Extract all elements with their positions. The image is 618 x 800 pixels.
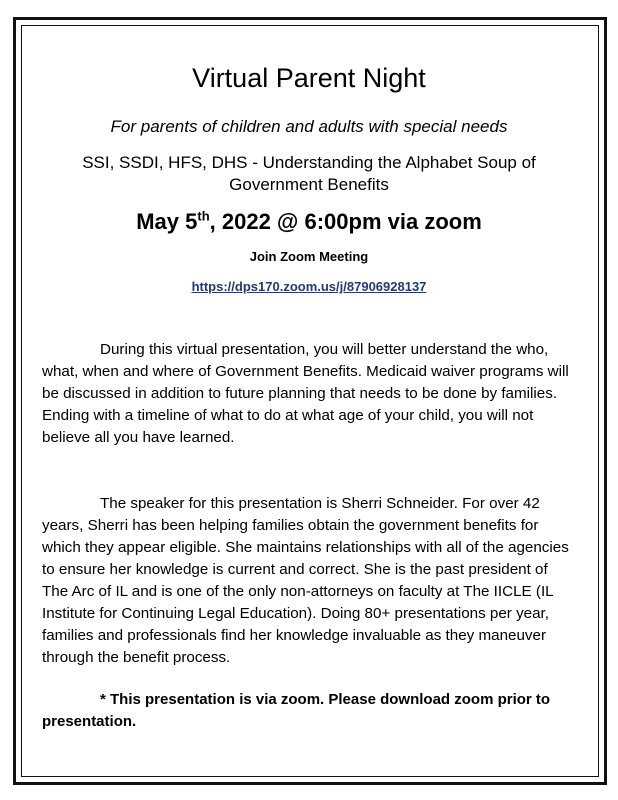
event-date-suffix: , 2022 @ 6:00pm via zoom <box>209 209 482 234</box>
join-zoom-label: Join Zoom Meeting <box>249 249 369 264</box>
flyer-subtitle: For parents of children and adults with special needs <box>110 117 508 136</box>
event-date-prefix: May 5 <box>136 209 198 234</box>
flyer-topic: SSI, SSDI, HFS, DHS - Understanding the Alphabet Soup of Government Benefits <box>82 153 536 194</box>
description-paragraph: During this virtual presentation, you will better understand the who, what, when and where of Government Benefits. Medicaid waiver programs will be discussed in addition to future planning that needs to be done by families. Ending with a timeline of what to do at what age of your child, you will not believe all you have learned. <box>42 341 569 446</box>
zoom-download-note: * This presentation is via zoom. Please download zoom prior to presentation. <box>42 691 551 730</box>
flyer-title: Virtual Parent Night <box>192 63 426 93</box>
flyer-content <box>42 62 576 733</box>
speaker-bio-paragraph: The speaker for this presentation is Sherri Schneider. For over 42 years, Sherri has been helping families obtain the government benefits for which they appear eligible. She maintains relationships with all of the agencies to ensure her knowledge is current and correct. She is the past president of The Arc of IL and is one of the only non-attorneys on faculty at The IICLE (IL Institute for Continuing Legal Education). Doing 80+ presentations per year, families and professionals find her knowledge invaluable as they maneuver through the benefit process. <box>42 495 569 666</box>
event-date <box>42 208 576 236</box>
event-date-superscript: th <box>197 208 210 224</box>
zoom-meeting-link[interactable]: https://dps170.zoom.us/j/87906928137 <box>191 279 427 294</box>
